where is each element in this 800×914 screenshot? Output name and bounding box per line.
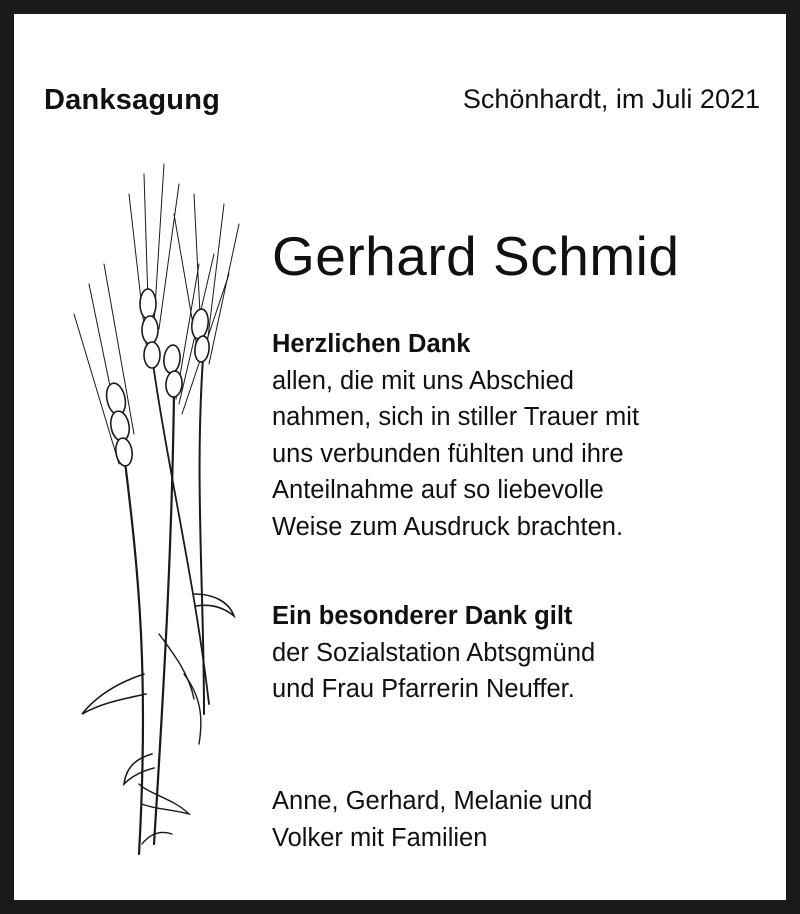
thanks-section (272, 326, 639, 545)
special-thanks-line: und Frau Pfarrerin Neuffer. (272, 675, 575, 703)
special-thanks-section (272, 598, 595, 708)
thanks-heading: Herzlichen Dank (272, 330, 471, 358)
thanks-line: uns verbunden fühlten und ihre (272, 439, 624, 468)
thanks-line: Anteilnahme auf so liebevolle (272, 476, 604, 504)
special-thanks-heading: Ein besonderer Dank gilt (272, 602, 573, 630)
notice-heading: Danksagung (44, 84, 221, 116)
thanks-line: nahmen, sich in stiller Trauer mit (272, 403, 640, 431)
special-thanks-line: der Sozialstation Abtsgmünd (272, 638, 596, 667)
signers-line: Volker mit Familien (272, 823, 488, 852)
signers-section (272, 783, 592, 856)
thanks-line: allen, die mit uns Abschied (272, 366, 574, 395)
signers-line: Anne, Gerhard, Melanie und (272, 787, 593, 815)
place-date: Schönhardt, im Juli 2021 (462, 84, 760, 114)
deceased-name: Gerhard Schmid (272, 225, 680, 287)
wheat-ears-icon (54, 154, 274, 874)
thanks-line: Weise zum Ausdruck brachten. (272, 512, 624, 541)
